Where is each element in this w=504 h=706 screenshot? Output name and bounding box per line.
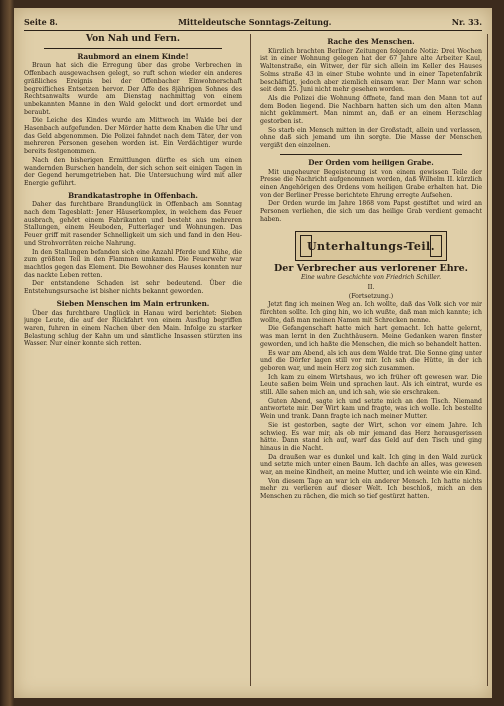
article-title: Rache des Menschen. [327,37,415,46]
article-paragraph: Die Leiche des Kindes wurde am Mittwoch im Walde bei der Hasenbach aufgefunden. Der Mörder hatte dem Knaben die Uhr und das Geld abgenommen. Die Polizei fahndet nach dem Täter, der von mehreren Personen gesehen worden ist. Ein Verdächtiger wurde bereits festgenommen. [24,117,242,156]
story-title: Der Verbrecher aus verlorener Ehre. [274,263,468,275]
story-paragraph: Die Gefangenschaft hatte mich hart gemacht. Ich hatte gelernt, was man lernt in den Zuchthäusern. Meine Gedanken waren finster geworden, und ich haßte die Menschen, die mich so behandelt hatten. [260,325,482,348]
article-title: Sieben Menschen im Main ertrunken. [56,298,210,308]
feuilleton-title: Unterhaltungs-Teil. [306,239,436,253]
story-paragraph: Es war am Abend, als ich aus dem Walde trat. Die Sonne ging unter und die Dörfer lagen still vor mir. Ich sah die Hütte, in der ich geboren war, und mein Herz zog sich zusammen. [260,349,482,372]
article-paragraph: So starb ein Mensch mitten in der Großstadt, allein und verlassen, ohne daß sich jemand um ihn sorgte. Die Masse der Menschen vergißt den einzelnen. [260,126,482,150]
article-paragraph: Daher das furchtbare Brandunglück in Offenbach am Sonntag nach dem Tagesblatt: Jener Häuserkomplex, in welchem das Feuer ausbrach, gehört einem Fabrikanten und besteht aus mehreren Stallungen, einem Heuboden, Futterlager und Wohnungen. Das Feuer griff mit rasender Schnelligkeit um sich und fand in den Heu- und Strohvorräten reiche Nahrung. [24,201,242,247]
column-divider [250,34,251,686]
feuilleton-banner [295,231,447,261]
story-chapter: II. [367,283,375,291]
story-paragraph: Ich kam zu einem Wirtshaus, wo ich früher oft gewesen war. Die Leute saßen beim Wein und sprachen laut. Als ich eintrat, wurde es still. Alle sahen mich an, und ich sah, wie sie erschraken. [260,373,482,397]
article-paragraph: Mit ungeheurer Begeisterung ist von einem gewissen Teile der Presse die Nachricht aufgenommen worden, daß Wilhelm II. kürzlich einen Angehörigen des Ordens vom heiligen Grabe erhalten hat. Die von der Berliner Presse berichtete Ehrung erregte Aufsehen. [260,168,482,199]
newspaper-title: Mitteldeutsche Sonntags-Zeitung. [178,17,332,27]
article-paragraph: Der entstandene Schaden ist sehr bedeutend. Über die Entstehungsursache ist bisher nichts bekannt geworden. [24,280,242,296]
newspaper-page [14,8,492,698]
article-paragraph: Über das furchtbare Unglück in Hanau wird berichtet: Sieben junge Leute, die auf der Rückfahrt von einem Ausflug begriffen waren, fuhren in einem Nachen über den Main. Infolge zu starker Belastung schlug der Kahn um und sämtliche Insassen stürzten ins Wasser. Nur einer konnte sich retten. [24,309,242,348]
article-title: Brandkatastrophe in Offenbach. [68,190,198,200]
divider-rule [280,154,462,155]
story-paragraph: Da draußen war es dunkel und kalt. Ich ging in den Wald zurück und setzte mich unter einen Baum. Ich dachte an alles, was gewesen war, an meine Kindheit, an meine Mutter, und ich weinte wie ein Kind. [260,453,482,477]
story-subtitle: Eine wahre Geschichte von Friedrich Schiller. [301,274,441,282]
left-column [24,34,242,686]
article-paragraph: In den Stallungen befanden sich eine Anzahl Pferde und Kühe, die zum größten Teil in den Flammen umkamen. Die Feuerwehr war machtlos gegen das Element. Die Bewohner des Hauses konnten nur das nackte Leben retten. [24,248,242,279]
article-title: Raubmord an einem Kinde! [77,51,189,61]
story-paragraph: Von diesem Tage an war ich ein anderer Mensch. Ich hatte nichts mehr zu verlieren auf dieser Welt. Ich beschloß, mich an den Menschen zu rächen, die mich so tief gestürzt hatten. [260,477,482,501]
article-title: Der Orden vom heiligen Grabe. [308,157,434,167]
page-number: Seite 8. [24,17,58,27]
story-paragraph: Jetzt fing ich meinen Weg an. Ich wollte, daß das Volk sich vor mir fürchten sollte. Ich ging hin, wo ich wußte, daß man mich kannte; ich wollte, daß man meinen Namen mit Schrecken nenne. [260,301,482,324]
article-paragraph: Als die Polizei die Wohnung öffnete, fand man den Mann tot auf dem Boden liegend. Die Nachbarn hatten sich um den alten Mann nicht gekümmert. Man nimmt an, daß er an einem Herzschlag gestorben ist. [260,94,482,126]
page-edge-rule [487,34,488,686]
article-paragraph: Der Orden wurde im Jahre 1868 vom Papst gestiftet und wird an Personen verliehen, die sich um das heilige Grab verdient gemacht haben. [260,200,482,223]
divider-rule [44,48,222,49]
story-continuation: (Fortsetzung.) [348,292,394,300]
section-title: Von Nah und Fern. [85,34,181,44]
right-column [260,34,482,686]
story-paragraph: Sie ist gestorben, sagte der Wirt, schon vor einem Jahre. Ich schwieg. Es war mir, als ob mir jemand das Herz herausgerissen hätte. Dann stand ich auf, warf das Geld auf den Tisch und ging hinaus in die Nacht. [260,421,482,452]
page-header [24,14,482,31]
issue-number: Nr. 33. [451,17,482,27]
article-paragraph: Braun hat sich die Erregung über das grobe Verbrechen in Offenbach ausgewachsen gelegt, so ruft schon wieder ein anderes gräßliches Ereignis bei der Offenbacher Einwohnerschaft begreifliches Entsetzen hervor. Der Affe des 8jährigen Sohnes des Rechtsanwalts wurde am Dienstag nachmittag von einem unbekannten Manne in den Wald gelockt und dort ermordet und beraubt. [24,62,242,116]
article-paragraph: Kürzlich brachten Berliner Zeitungen folgende Notiz: Drei Wochen ist in einer Wohnung gelegen hat der 67 Jahre alte Arbeiter Kaul, Waltenstraße, ein Witwer, der für sich allein im Keller des Hauses Solms straße 43 in einer Stube wohnte und in einer Tapetenfabrik beschäftigt, jedoch aber ziemlich einsam war. Der Mann war schon seit dem 25. Juni nicht mehr gesehen worden. [260,47,482,94]
story-paragraph: Guten Abend, sagte ich und setzte mich an den Tisch. Niemand antwortete mir. Der Wirt kam und fragte, was ich wolle. Ich bestellte Wein und trank. Dann fragte ich nach meiner Mutter. [260,397,482,421]
article-paragraph: Nach den bisherigen Ermittlungen dürfte es sich um einen wandernden Burschen handeln, der sich schon seit einigen Tagen in der Gegend herumgetrieben hat. Die Untersuchung wird mit aller Energie geführt. [24,156,242,187]
